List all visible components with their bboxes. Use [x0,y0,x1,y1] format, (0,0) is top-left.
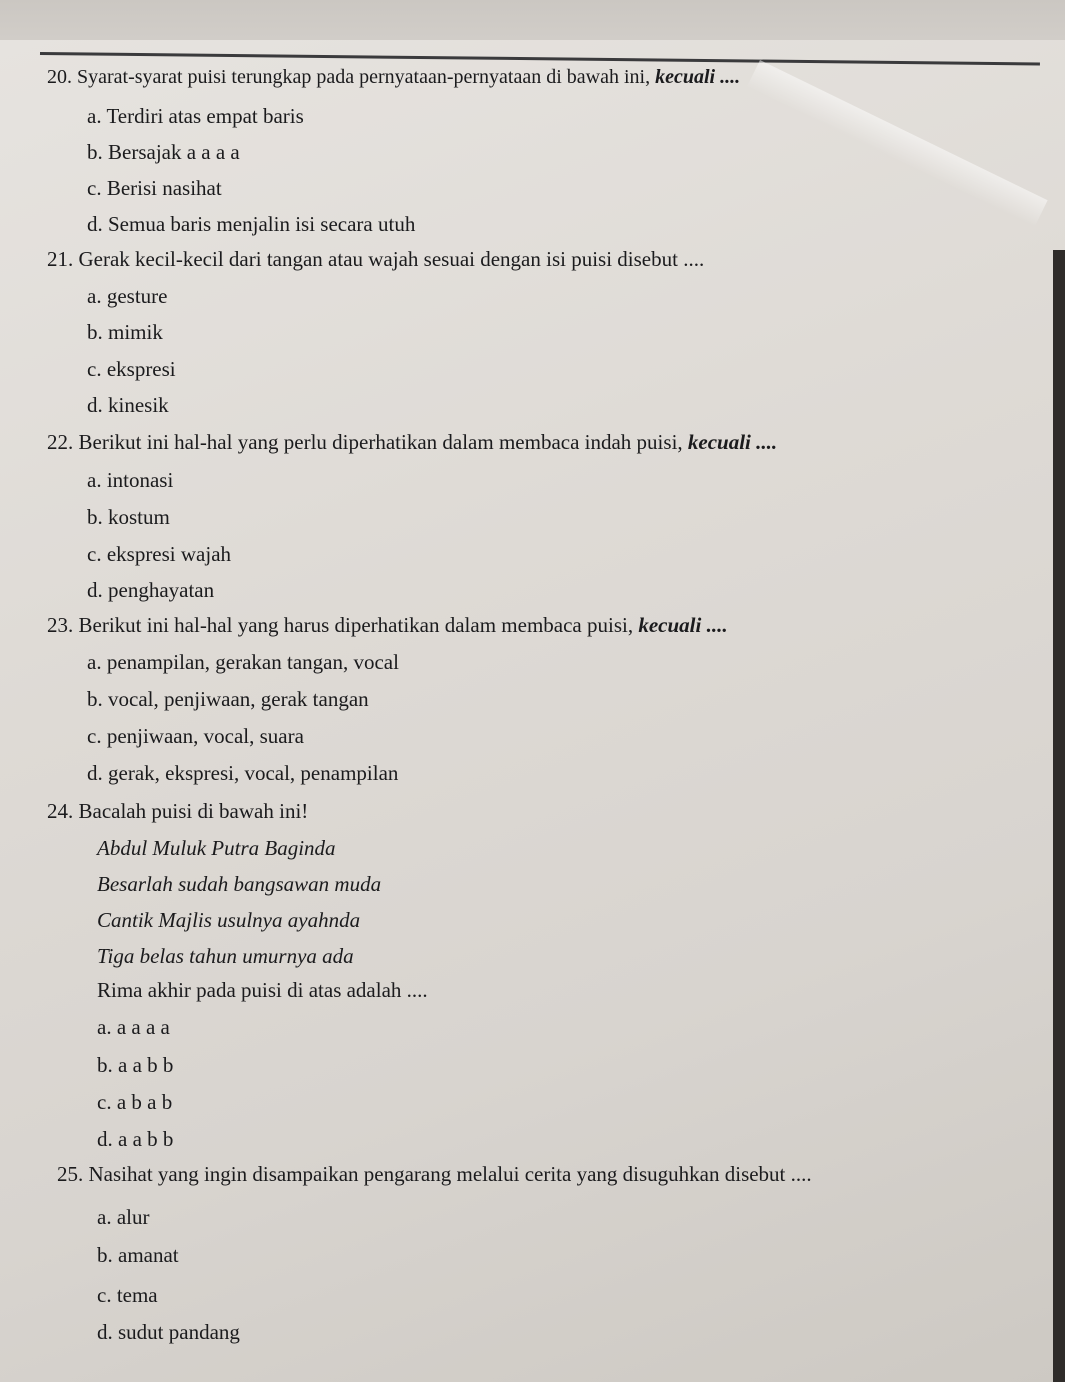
poem-line-4: Tiga belas tahun umurnya ada [97,944,354,968]
q21-option-d[interactable]: d. kinesik [87,393,169,417]
q23-option-c[interactable]: c. penjiwaan, vocal, suara [87,724,304,748]
poem-line-2: Besarlah sudah bangsawan muda [97,872,382,896]
q21-option-a[interactable]: a. gesture [87,284,168,308]
page-edge-shadow [1053,250,1065,1382]
q25-option-c[interactable]: c. tema [97,1283,158,1307]
q20-option-b[interactable]: b. Bersajak a a a a [87,140,240,164]
q24-option-b[interactable]: b. a a b b [97,1053,174,1077]
q23-option-d[interactable]: d. gerak, ekspresi, vocal, penampilan [87,761,399,785]
question-20 [47,66,740,89]
q20-option-c[interactable]: c. Berisi nasihat [87,176,222,200]
question-24-stem: 24. Bacalah puisi di bawah ini! [47,799,309,823]
question-22-emphasis: kecuali .... [687,430,778,454]
question-20-emphasis: kecuali .... [655,66,741,88]
q23-option-b[interactable]: b. vocal, penjiwaan, gerak tangan [87,687,369,711]
question-20-stem: 20. Syarat-syarat puisi terungkap pada pernyataan-pernyataan di bawah ini, [47,66,656,88]
q22-option-c[interactable]: c. ekspresi wajah [87,542,232,566]
q25-option-d[interactable]: d. sudut pandang [97,1320,240,1344]
question-24 [47,799,308,824]
q21-option-b[interactable]: b. mimik [87,320,163,344]
poem-line-1: Abdul Muluk Putra Baginda [97,836,336,860]
question-22-stem: 22. Berikut ini hal-hal yang perlu diperhatikan dalam membaca indah puisi, [47,430,688,454]
question-21-stem: 21. Gerak kecil-kecil dari tangan atau wajah sesuai dengan isi puisi disebut .... [47,247,705,271]
q24-option-c[interactable]: c. a b a b [97,1090,173,1114]
question-25 [57,1162,812,1187]
q22-option-d[interactable]: d. penghayatan [87,578,215,602]
q23-option-a[interactable]: a. penampilan, gerakan tangan, vocal [87,650,399,674]
q22-option-b[interactable]: b. kostum [87,505,170,529]
q24-option-a[interactable]: a. a a a a [97,1015,170,1039]
q24-option-d[interactable]: d. a a b b [97,1127,174,1151]
q20-option-a[interactable]: a. Terdiri atas empat baris [87,104,304,128]
q25-option-a[interactable]: a. alur [97,1205,150,1229]
q20-option-d[interactable]: d. Semua baris menjalin isi secara utuh [87,212,416,236]
question-25-stem: 25. Nasihat yang ingin disampaikan pengarang melalui cerita yang disuguhkan disebut .... [57,1162,812,1186]
question-23-emphasis: kecuali .... [638,613,728,637]
question-24-prompt: Rima akhir pada puisi di atas adalah .... [97,978,428,1002]
poem-line-3: Cantik Majlis usulnya ayahnda [97,908,361,932]
question-22 [47,430,777,455]
q25-option-b[interactable]: b. amanat [97,1243,179,1267]
question-23 [47,613,728,638]
q21-option-c[interactable]: c. ekspresi [87,357,176,381]
question-21 [47,247,704,272]
q22-option-a[interactable]: a. intonasi [87,468,174,492]
question-23-stem: 23. Berikut ini hal-hal yang harus diperhatikan dalam membaca puisi, [47,613,639,637]
